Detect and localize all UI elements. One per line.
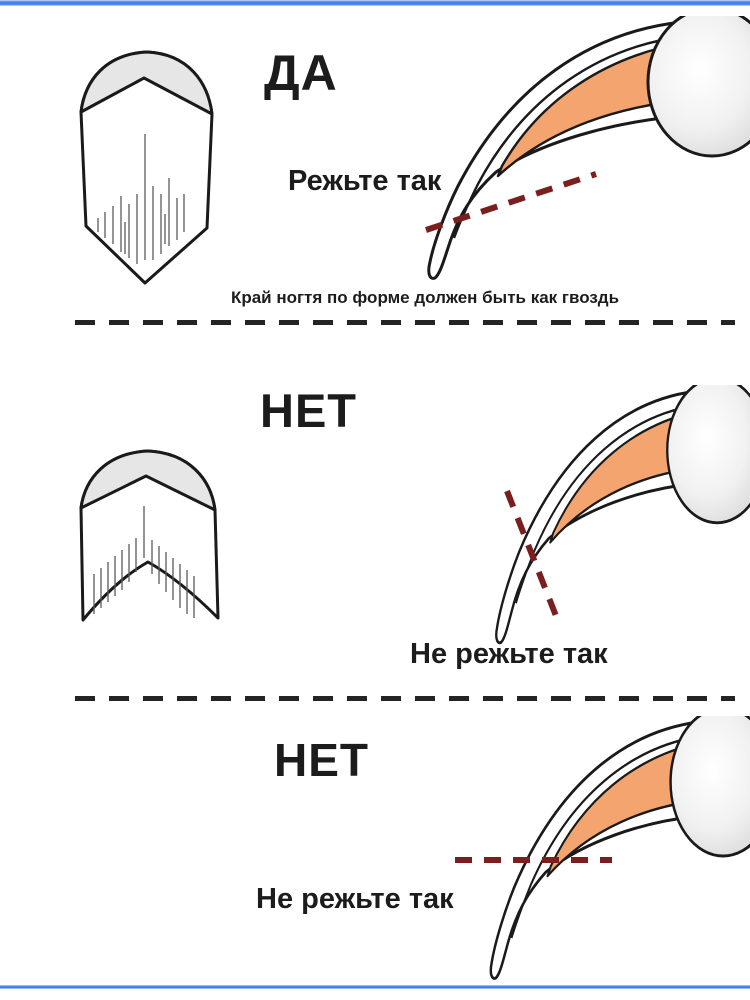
verdict-label-no-2: НЕТ bbox=[274, 734, 369, 786]
verdict-label-no-1: НЕТ bbox=[260, 384, 357, 437]
claw-diagram-wrong-steep bbox=[420, 385, 750, 663]
caption-nail-shape-rule: Край ногтя по форме должен быть как гвоздь bbox=[230, 288, 620, 307]
claw-side-view bbox=[429, 16, 750, 278]
claw-side-view bbox=[496, 385, 750, 643]
claw-side-view bbox=[491, 716, 750, 978]
instruction-do-not-cut-2: Не режьте так bbox=[256, 883, 454, 915]
verdict-label-yes: ДА bbox=[264, 45, 338, 101]
dashed-separator-1 bbox=[75, 320, 735, 325]
bottom-frame-line bbox=[0, 985, 750, 989]
nail-v-notch-illustration bbox=[76, 446, 222, 638]
instruction-do-not-cut-1: Не режьте так bbox=[410, 638, 608, 670]
top-frame-line bbox=[0, 0, 750, 6]
claw-diagram-wrong-horizontal bbox=[425, 716, 750, 992]
instruction-cut-this-way: Режьте так bbox=[288, 165, 442, 197]
claw-diagram-correct bbox=[410, 16, 750, 288]
nail-straight-trim-illustration bbox=[76, 46, 218, 288]
dashed-separator-2 bbox=[75, 696, 735, 701]
